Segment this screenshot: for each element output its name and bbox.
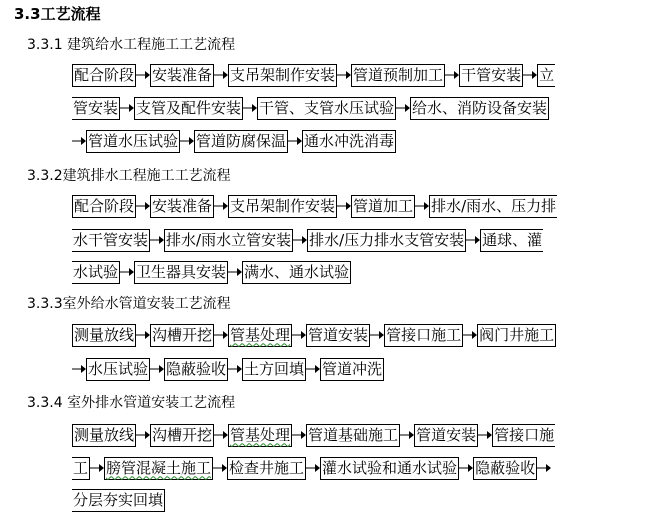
right-arrow-icon <box>120 261 134 283</box>
flow-row <box>72 228 543 252</box>
flow-step: 工 <box>72 457 90 480</box>
right-arrow-icon <box>396 97 410 119</box>
subsection-title: 建筑给水工程施工工艺流程 <box>67 37 236 53</box>
flow-step: 水压试验 <box>86 358 150 381</box>
right-arrow-icon <box>214 424 228 446</box>
right-arrow-icon <box>293 229 307 251</box>
right-arrow-icon <box>415 195 429 217</box>
subsection-3-3-4-heading <box>27 393 235 413</box>
subsection-title: 室外排水管道安装工艺流程 <box>67 395 236 411</box>
flow-step: 检查井施工 <box>227 457 306 480</box>
right-arrow-icon <box>72 130 86 152</box>
flow-step: 土方回填 <box>242 358 306 381</box>
flow-step: 支管及配件安装 <box>134 97 243 120</box>
right-arrow-icon <box>337 195 351 217</box>
subsection-number: 3.3.2 <box>27 168 63 184</box>
right-arrow-icon <box>445 64 459 86</box>
flow-step: 测量放线 <box>72 424 136 447</box>
flow-step: 干管、支管水压试验 <box>257 97 396 120</box>
flow-step: 沟槽开挖 <box>150 424 214 447</box>
flow-step: 排水/雨水、压力排 <box>429 195 557 218</box>
flow-step: 支吊架制作安装 <box>228 195 337 218</box>
flow-step: 卫生器具安装 <box>134 261 228 284</box>
flow-step: 水干管安装 <box>72 229 150 252</box>
flow-step: 管道安装 <box>414 424 478 447</box>
subsection-number: 3.3.1 <box>27 37 63 53</box>
subsection-title: 室外给水管道安装工艺流程 <box>62 296 231 312</box>
flow-step: 管安装 <box>72 97 120 120</box>
flow-step: 膀管混凝土施工 <box>104 457 213 480</box>
right-arrow-icon <box>292 424 306 446</box>
flow-step: 管基处理 <box>228 324 292 347</box>
flow-step: 阀门井施工 <box>477 324 556 347</box>
flow-step: 排水/压力排水支管安装 <box>307 229 466 252</box>
flow-row <box>72 63 555 87</box>
right-arrow-icon <box>214 324 228 346</box>
flow-step: 管道冲洗 <box>320 358 384 381</box>
subsection-3-3-2-heading <box>27 166 231 186</box>
flow-step: 排水/雨水立管安装 <box>164 229 293 252</box>
flow-row <box>72 194 557 218</box>
flow-row <box>72 323 556 347</box>
flow-step: 安装准备 <box>150 195 214 218</box>
right-arrow-icon <box>288 130 302 152</box>
right-arrow-icon <box>90 457 104 479</box>
right-arrow-icon <box>214 64 228 86</box>
flow-row <box>72 488 165 512</box>
flow-step: 干管安装 <box>459 64 523 87</box>
right-arrow-icon <box>136 424 150 446</box>
subsection-title: 建筑排水工程施工工艺流程 <box>62 168 231 184</box>
right-arrow-icon <box>337 64 351 86</box>
flow-row <box>72 96 549 120</box>
flow-step: 水试验 <box>72 261 120 284</box>
flow-step: 通球、灌 <box>480 229 543 252</box>
flow-step: 给水、消防设备安装 <box>410 97 549 120</box>
right-arrow-icon <box>228 261 242 283</box>
right-arrow-icon <box>243 97 257 119</box>
right-arrow-icon <box>292 324 306 346</box>
right-arrow-icon <box>214 195 228 217</box>
right-arrow-icon <box>400 424 414 446</box>
flow-step: 满水、通水试验 <box>242 261 351 284</box>
flow-step: 隐蔽验收 <box>473 457 537 480</box>
right-arrow-icon <box>120 97 134 119</box>
flow-row <box>72 129 396 153</box>
right-arrow-icon <box>537 457 551 479</box>
right-arrow-icon <box>180 130 194 152</box>
right-arrow-icon <box>306 358 320 380</box>
flow-step: 配合阶段 <box>72 64 136 87</box>
flow-step: 管道基础施工 <box>306 424 400 447</box>
subsection-number: 3.3.3 <box>27 296 63 312</box>
flow-step: 沟槽开挖 <box>150 324 214 347</box>
flow-step: 灌水试验和通水试验 <box>320 457 459 480</box>
flow-step: 管道安装 <box>306 324 370 347</box>
flow-row <box>72 357 384 381</box>
right-arrow-icon <box>213 457 227 479</box>
flow-step: 安装准备 <box>150 64 214 87</box>
flow-row <box>72 423 555 447</box>
flow-step: 管道水压试验 <box>86 130 180 153</box>
flow-step: 管道预制加工 <box>351 64 445 87</box>
flow-row <box>72 260 351 284</box>
flow-step: 立 <box>537 64 555 87</box>
right-arrow-icon <box>459 457 473 479</box>
right-arrow-icon <box>478 424 492 446</box>
right-arrow-icon <box>228 358 242 380</box>
right-arrow-icon <box>523 64 537 86</box>
right-arrow-icon <box>136 64 150 86</box>
right-arrow-icon <box>466 229 480 251</box>
right-arrow-icon <box>136 195 150 217</box>
right-arrow-icon <box>150 229 164 251</box>
flow-step: 管道防腐保温 <box>194 130 288 153</box>
subsection-3-3-3-heading <box>27 294 231 314</box>
flow-step: 测量放线 <box>72 324 136 347</box>
section-heading: 3.3工艺流程 <box>14 5 101 23</box>
right-arrow-icon <box>72 358 86 380</box>
flow-step: 管接口施 <box>492 424 555 447</box>
right-arrow-icon <box>463 324 477 346</box>
subsection-3-3-1-heading <box>27 35 235 55</box>
flow-step: 管基处理 <box>228 424 292 447</box>
flow-row <box>72 456 551 480</box>
flow-step: 隐蔽验收 <box>164 358 228 381</box>
right-arrow-icon <box>370 324 384 346</box>
flow-step: 分层夯实回填 <box>72 489 165 512</box>
flow-step: 管接口施工 <box>384 324 463 347</box>
flow-step: 管道加工 <box>351 195 415 218</box>
right-arrow-icon <box>150 358 164 380</box>
flow-step: 配合阶段 <box>72 195 136 218</box>
flow-step: 通水冲洗消毒 <box>302 130 396 153</box>
subsection-number: 3.3.4 <box>27 395 63 411</box>
right-arrow-icon <box>136 324 150 346</box>
right-arrow-icon <box>306 457 320 479</box>
flow-step: 支吊架制作安装 <box>228 64 337 87</box>
